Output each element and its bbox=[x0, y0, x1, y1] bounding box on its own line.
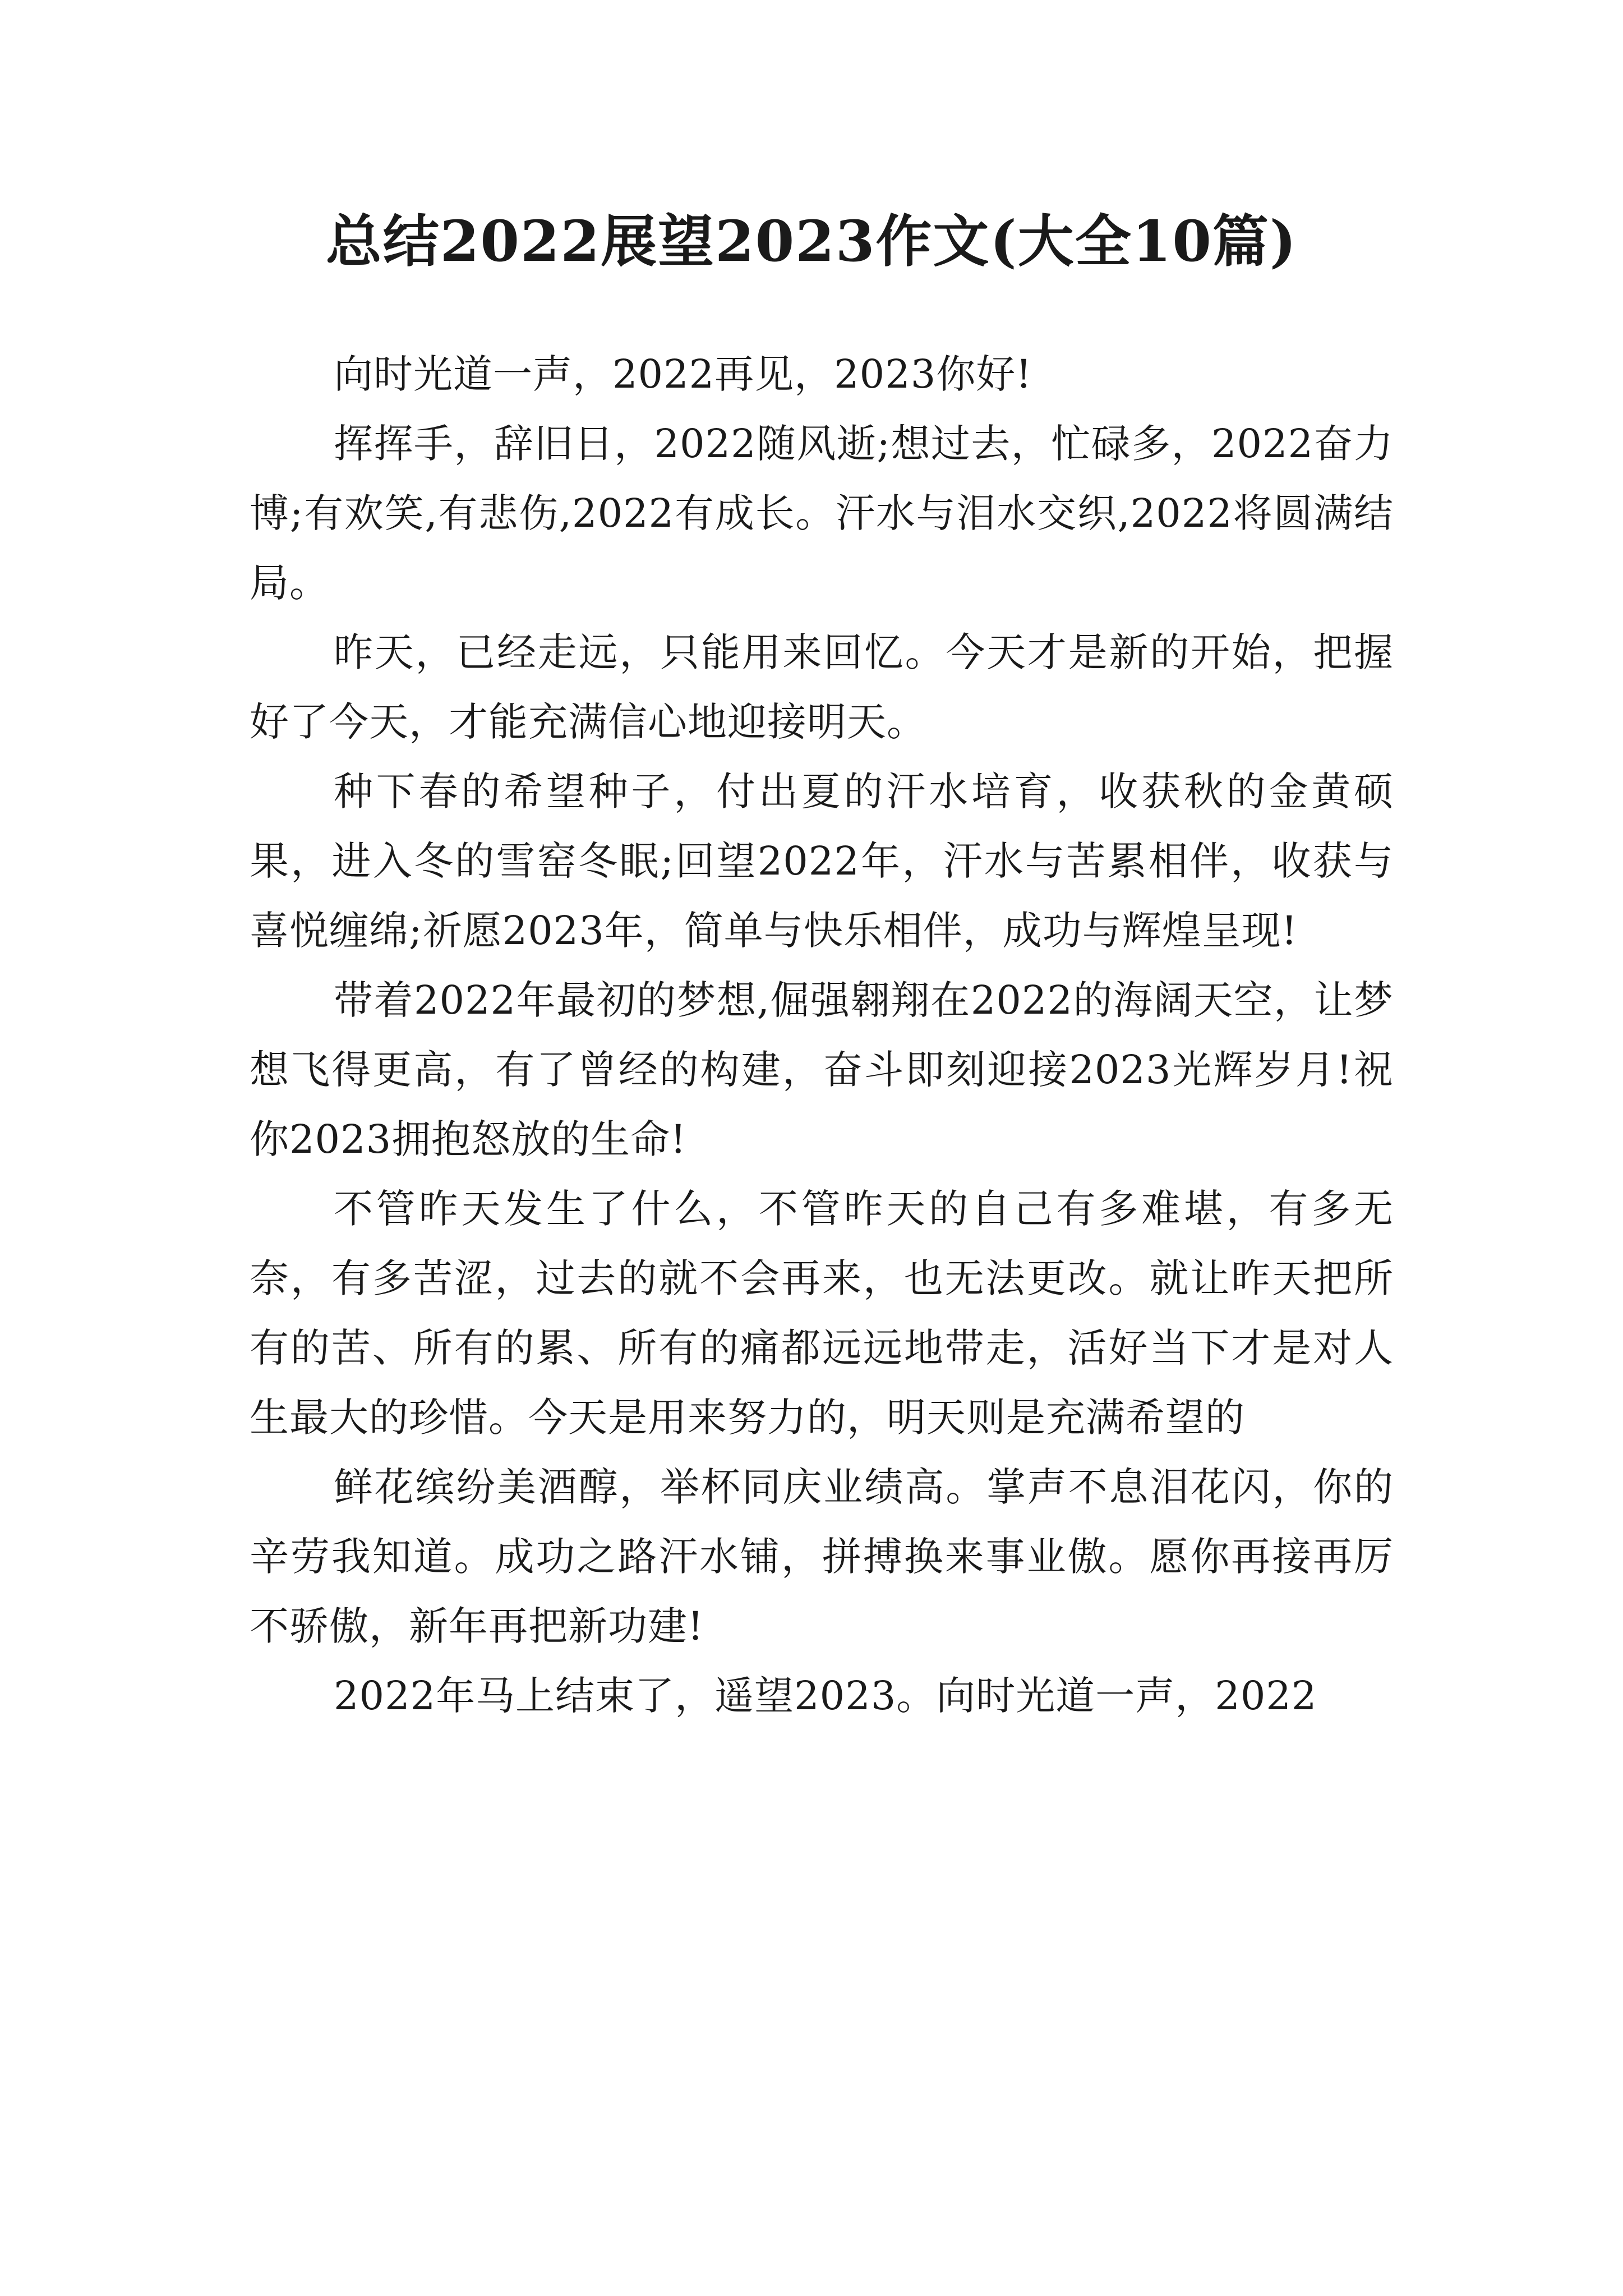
paragraph: 带着2022年最初的梦想,倔强翱翔在2022的海阔天空，让梦想飞得更高，有了曾经的构建，奋斗即刻迎接2023光辉岁月!祝你2023拥抱怒放的生命! bbox=[250, 977, 1394, 1162]
paragraph: 不管昨天发生了什么，不管昨天的自己有多难堪，有多无奈，有多苦涩，过去的就不会再来，也无法更改。就让昨天把所有的苦、所有的累、所有的痛都远远地带走，活好当下才是对人生最大的珍惜。今天是用来努力的，明天则是充满希望的 bbox=[250, 1186, 1394, 1441]
paragraph: 挥挥手，辞旧日，2022随风逝;想过去，忙碌多，2022奋力博;有欢笑,有悲伤,2022有成长。汗水与泪水交织,2022将圆满结局。 bbox=[250, 421, 1394, 606]
paragraph: 2022年马上结束了，遥望2023。向时光道一声，2022 bbox=[334, 1673, 1317, 1719]
paragraph: 种下春的希望种子，付出夏的汗水培育，收获秋的金黄硕果，进入冬的雪窑冬眠;回望2022年，汗水与苦累相伴，收获与喜悦缠绵;祈愿2023年，简单与快乐相伴，成功与辉煌呈现! bbox=[250, 769, 1394, 954]
paragraph: 鲜花缤纷美酒醇，举杯同庆业绩高。掌声不息泪花闪，你的辛劳我知道。成功之路汗水铺，拼搏换来事业傲。愿你再接再厉不骄傲，新年再把新功建! bbox=[250, 1464, 1394, 1649]
document-body bbox=[250, 339, 1394, 1731]
paragraph: 昨天，已经走远，只能用来回忆。今天才是新的开始，把握好了今天，才能充满信心地迎接明天。 bbox=[250, 629, 1394, 745]
paragraph: 向时光道一声，2022再见，2023你好! bbox=[334, 351, 1032, 397]
document-title: 总结2022展望2023作文(大全10篇) bbox=[325, 208, 1298, 274]
